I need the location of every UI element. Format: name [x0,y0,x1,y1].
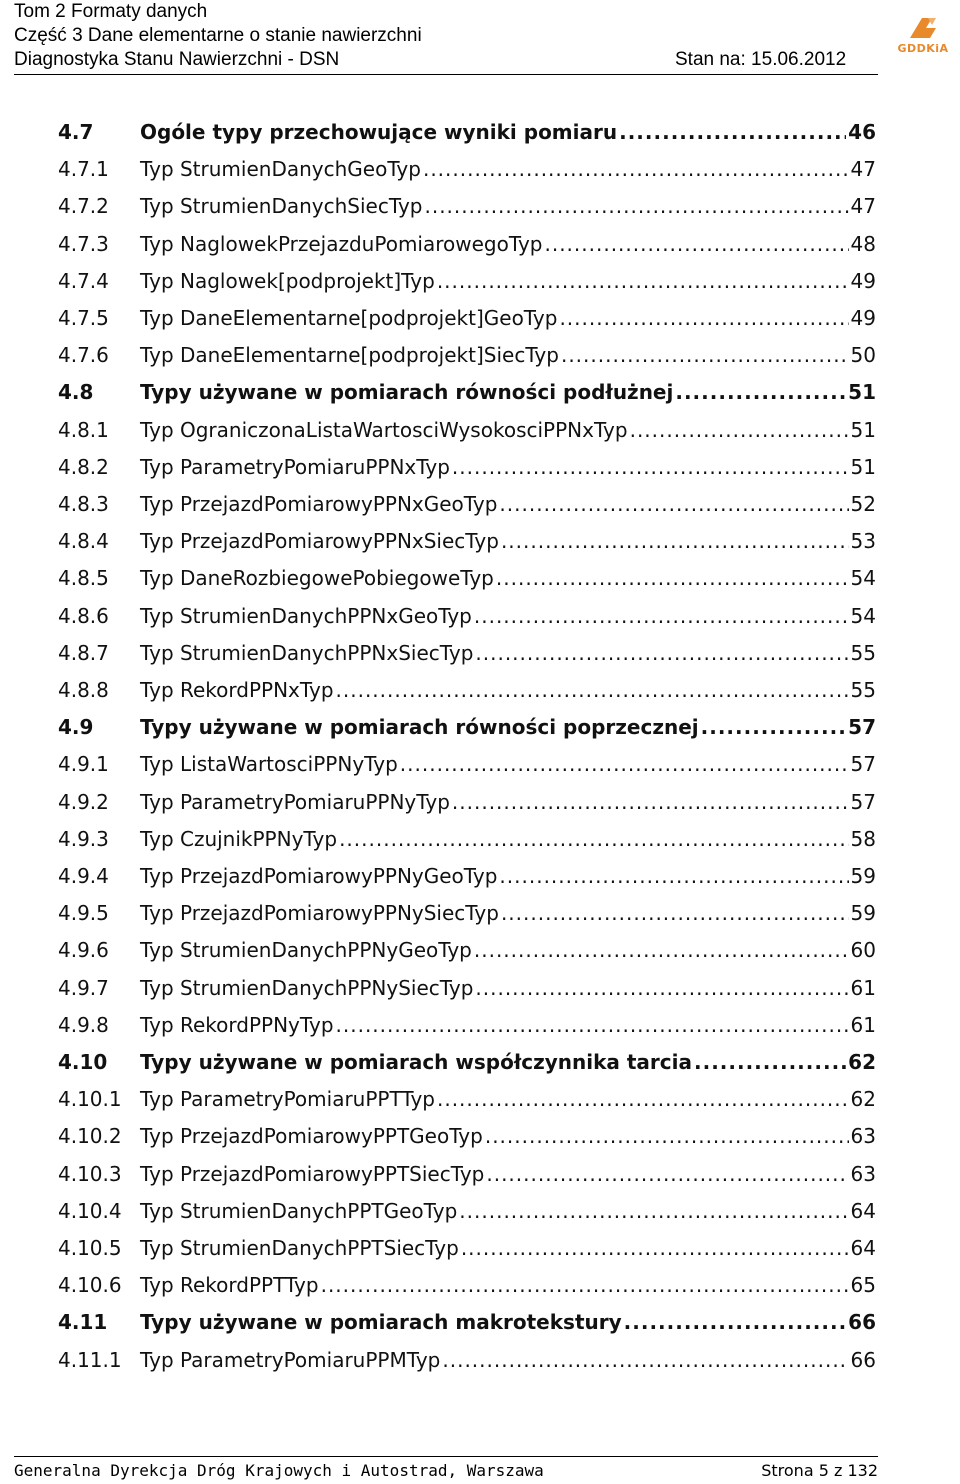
toc-entry[interactable] [58,636,876,670]
toc-entry[interactable] [58,673,876,707]
toc-number: 4.7.1 [58,157,109,182]
toc-number: 4.8.3 [58,492,109,516]
header-date: Stan na: 15.06.2012 [675,49,847,70]
toc-leader-dots [452,450,849,484]
toc-number: 4.9.3 [58,826,109,851]
toc-entry[interactable] [58,1343,876,1377]
toc-number: 4.8.8 [58,678,109,702]
toc-title: Typ RekordPPTTyp [140,1273,319,1298]
toc-number: 4.7.4 [58,268,109,293]
toc-leader-dots [630,413,849,447]
toc-page-number: 51 [850,454,876,479]
toc-page-number: 64 [850,1198,876,1223]
toc-leader-dots [701,710,847,744]
toc-page-number: 54 [850,603,876,628]
toc-entry[interactable] [58,450,876,484]
toc-title: Typ DaneRozbiegowePobiegoweTyp [140,566,494,591]
toc-leader-dots [475,636,848,670]
toc-number: 4.7.2 [58,194,109,219]
toc-page-number: 53 [850,529,876,554]
toc-page-number: 61 [850,1012,876,1037]
toc-title: Typ StrumienDanychGeoTyp [140,157,421,182]
toc-number: 4.10.3 [58,1161,122,1186]
toc-section-entry[interactable] [58,115,876,149]
toc-title: Typ PrzejazdPomiarowyPPNySiecTyp [140,901,499,926]
toc-page-number: 49 [850,268,876,293]
footer-divider [14,1456,878,1457]
toc-leader-dots [499,859,848,893]
toc-title: Typ ListaWartosciPPNyTyp [140,752,398,777]
toc-page-number: 61 [850,975,876,1000]
toc-page-number: 50 [850,343,876,368]
toc-entry[interactable] [58,1082,876,1116]
toc-leader-dots [424,189,848,223]
toc-entry[interactable] [58,413,876,447]
toc-page-number: 62 [850,1087,876,1112]
toc-entry[interactable] [58,599,876,633]
toc-number: 4.8 [58,380,94,405]
toc-number: 4.9 [58,715,94,740]
toc-page-number: 51 [848,380,876,405]
toc-title: Typ PrzejazdPomiarowyPPTSiecTyp [140,1161,485,1186]
toc-leader-dots [442,1343,848,1377]
toc-number: 4.9.2 [58,789,109,814]
toc-title: Typ StrumienDanychPPTGeoTyp [140,1198,458,1223]
toc-page-number: 48 [850,231,876,256]
toc-page-number: 47 [850,157,876,182]
toc-number: 4.11 [58,1310,108,1335]
toc-entry[interactable] [58,189,876,223]
toc-leader-dots [544,227,848,261]
toc-page-number: 54 [850,566,876,591]
toc-leader-dots [339,822,848,856]
toc-entry[interactable] [58,822,876,856]
toc-title: Typ OgraniczonaListaWartosciWysokosciPPNxTyp [140,417,628,442]
toc-leader-dots [474,599,849,633]
toc-page-number: 63 [850,1124,876,1149]
toc-entry[interactable] [58,896,876,930]
toc-title: Typ RekordPPNxTyp [140,678,334,702]
toc-leader-dots [452,785,849,819]
toc-title: Typ CzujnikPPNyTyp [140,826,338,851]
toc-page-number: 57 [850,752,876,777]
toc-title: Typy używane w pomiarach współczynnika tarcia [140,1050,692,1074]
toc-entry[interactable] [58,152,876,186]
page-header [14,0,944,72]
gddkia-logo [888,14,958,64]
toc-leader-dots [437,264,849,298]
toc-title: Typ StrumienDanychPPNySiecTyp [140,975,474,1000]
toc-page-number: 64 [850,1236,876,1260]
header-volume: Tom 2 Formaty danych [14,1,208,22]
footer-organization: Generalna Dyrekcja Dróg Krajowych i Autostrad, Warszawa [14,1461,544,1480]
toc-number: 4.10.5 [58,1236,122,1260]
toc-number: 4.10.2 [58,1124,122,1149]
toc-title: Typ RekordPPNyTyp [140,1012,334,1037]
toc-page-number: 59 [850,901,876,926]
toc-title: Typ PrzejazdPomiarowyPPNxSiecTyp [140,529,499,554]
toc-leader-dots [496,561,849,595]
toc-leader-dots [321,1268,849,1302]
toc-leader-dots [561,338,849,372]
toc-section-entry[interactable] [58,1305,876,1339]
toc-number: 4.8.1 [58,417,109,442]
toc-title: Typ StrumienDanychPPNxSiecTyp [140,640,474,665]
toc-title: Typy używane w pomiarach równości poprzecznej [140,715,699,740]
toc-number: 4.7.5 [58,306,109,330]
toc-page-number: 55 [850,678,876,702]
toc-number: 4.7.3 [58,231,109,256]
page-footer [14,1461,878,1481]
toc-leader-dots [461,1231,849,1265]
toc-title: Typ NaglowekPrzejazduPomiarowegoTyp [140,231,543,256]
toc-title: Typy używane w pomiarach makrotekstury [140,1310,622,1335]
toc-leader-dots [474,933,849,967]
toc-title: Typ PrzejazdPomiarowyPPTGeoTyp [140,1124,483,1149]
page-number: Strona 5 z 132 [761,1461,878,1480]
toc-leader-dots [619,115,846,149]
toc-page-number: 52 [850,492,876,516]
toc-number: 4.11.1 [58,1347,122,1372]
toc-entry[interactable] [58,524,876,558]
toc-leader-dots [423,152,849,186]
toc-entry[interactable] [58,301,876,335]
toc-page-number: 57 [848,715,876,740]
toc-page-number: 57 [850,789,876,814]
toc-leader-dots [459,1194,848,1228]
toc-leader-dots [486,1157,848,1191]
toc-title: Typ StrumienDanychPPNyGeoTyp [140,938,472,963]
toc-title: Typ PrzejazdPomiarowyPPNxGeoTyp [140,492,498,516]
toc-entry[interactable] [58,1268,876,1302]
toc-title: Typ DaneElementarne[podprojekt]GeoTyp [140,306,558,330]
toc-number: 4.9.1 [58,752,109,777]
toc-title: Typ StrumienDanychPPTSiecTyp [140,1236,459,1260]
toc-entry[interactable] [58,1119,876,1153]
toc-number: 4.8.5 [58,566,109,591]
toc-title: Typ Naglowek[podprojekt]Typ [140,268,435,293]
toc-leader-dots [485,1119,849,1153]
toc-page-number: 58 [850,826,876,851]
toc-title: Typ StrumienDanychPPNxGeoTyp [140,603,472,628]
toc-number: 4.9.6 [58,938,109,963]
toc-entry[interactable] [58,1194,876,1228]
header-document-title: Diagnostyka Stanu Nawierzchni - DSN [14,49,340,70]
toc-leader-dots [501,896,849,930]
toc-title: Typ PrzejazdPomiarowyPPNyGeoTyp [140,864,498,888]
toc-entry[interactable] [58,859,876,893]
toc-entry[interactable] [58,338,876,372]
toc-number: 4.8.4 [58,529,109,554]
toc-number: 4.9.7 [58,975,109,1000]
toc-leader-dots [499,487,848,521]
toc-entry[interactable] [58,264,876,298]
toc-page-number: 59 [850,864,876,888]
toc-page-number: 47 [850,194,876,219]
toc-page-number: 49 [850,306,876,330]
header-part: Część 3 Dane elementarne o stanie nawierzchni [14,25,422,46]
toc-entry[interactable] [58,1157,876,1191]
toc-number: 4.9.5 [58,901,109,926]
toc-page-number: 65 [850,1273,876,1298]
toc-entry[interactable] [58,971,876,1005]
toc-number: 4.8.2 [58,454,109,479]
toc-number: 4.10.4 [58,1198,122,1223]
toc-title: Typ ParametryPomiaruPPNxTyp [140,454,450,479]
toc-entry[interactable] [58,487,876,521]
toc-section-entry[interactable] [58,375,876,409]
toc-entry[interactable] [58,561,876,595]
toc-leader-dots [437,1082,849,1116]
toc-leader-dots [624,1305,847,1339]
toc-page-number: 60 [850,938,876,963]
toc-title: Typ ParametryPomiaruPPNyTyp [140,789,450,814]
toc-entry[interactable] [58,227,876,261]
toc-number: 4.10 [58,1050,108,1074]
toc-page-number: 55 [850,640,876,665]
toc-page-number: 46 [848,120,876,144]
toc-leader-dots [475,971,848,1005]
toc-entry[interactable] [58,785,876,819]
header-document [14,48,944,72]
toc-number: 4.9.4 [58,864,109,888]
toc-number: 4.8.6 [58,603,109,628]
toc-title: Ogóle typy przechowujące wyniki pomiaru [140,120,618,144]
toc-page-number: 66 [848,1310,876,1335]
toc-page-number: 51 [850,417,876,442]
toc-title: Typ StrumienDanychSiecTyp [140,194,423,219]
header-divider [14,74,878,75]
toc-number: 4.10.6 [58,1273,122,1298]
toc-page-number: 66 [850,1347,876,1372]
toc-title: Typ ParametryPomiaruPPTTyp [140,1087,435,1112]
toc-entry[interactable] [58,1231,876,1265]
toc-section-entry[interactable] [58,710,876,744]
toc-page-number: 62 [848,1050,876,1074]
toc-title: Typ DaneElementarne[podprojekt]SiecTyp [140,343,559,368]
toc-leader-dots [559,301,848,335]
toc-number: 4.9.8 [58,1012,109,1037]
toc-entry[interactable] [58,933,876,967]
gddkia-logo-icon [888,14,958,42]
toc-title: Typy używane w pomiarach równości podłużnej [140,380,674,405]
toc-entry[interactable] [58,1008,876,1042]
toc-leader-dots [336,673,849,707]
toc-leader-dots [694,1045,846,1079]
toc-leader-dots [675,375,846,409]
toc-leader-dots [501,524,849,558]
toc-section-entry[interactable] [58,1045,876,1079]
toc-number: 4.7.6 [58,343,109,368]
logo-text: GDDKiA [897,42,949,55]
toc-number: 4.8.7 [58,640,109,665]
toc-entry[interactable] [58,747,876,781]
toc-page-number: 63 [850,1161,876,1186]
toc-number: 4.10.1 [58,1087,122,1112]
toc-title: Typ ParametryPomiaruPPMTyp [140,1347,441,1372]
toc-leader-dots [400,747,849,781]
toc-number: 4.7 [58,120,94,144]
toc-leader-dots [336,1008,849,1042]
